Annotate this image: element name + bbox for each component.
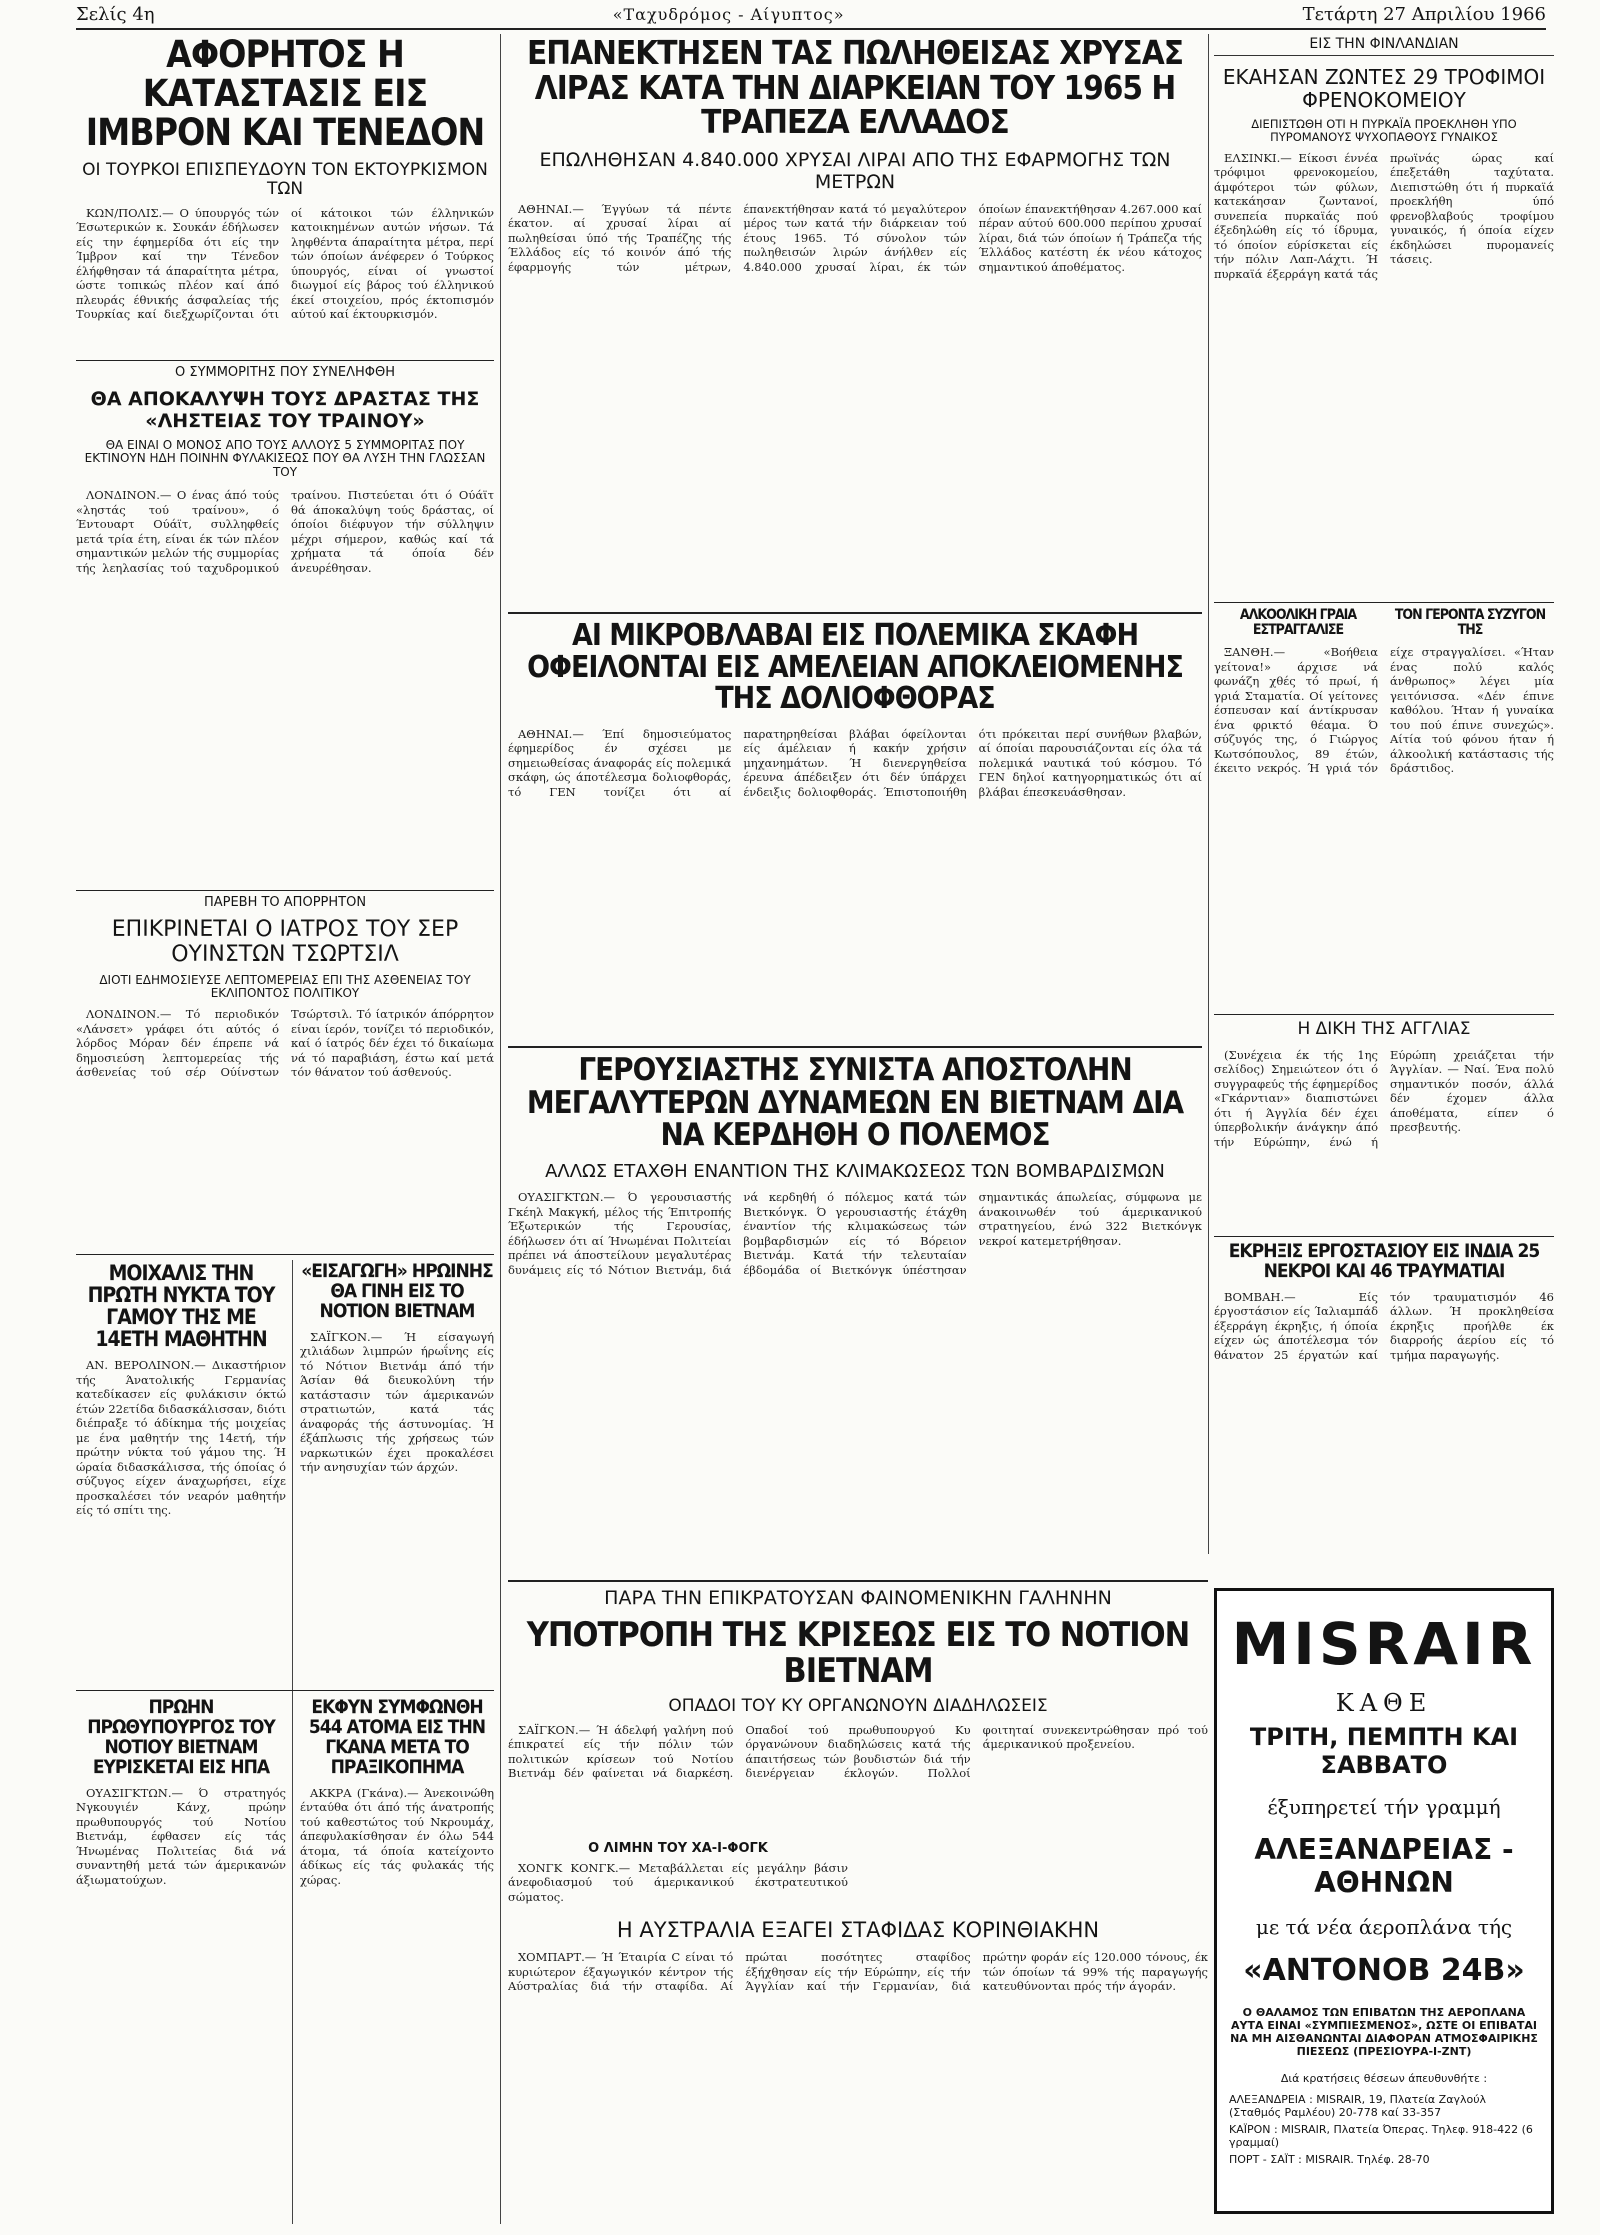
divider [508, 612, 1202, 614]
ad-new-planes: με τά νέα άεροπλάνα τής [1255, 1915, 1513, 1939]
misrair-logo: MISRAIR [1231, 1610, 1537, 1678]
article-iatros [76, 896, 494, 1246]
subheadline: ΔΙΕΠΙΣΤΩΘΗ ΟΤΙ Η ΠΥΡΚΑΪΑ ΠΡΟΕΚΛΗΘΗ ΥΠΟ ΠΥΡΟΜΑΝΟΥΣ ΨΥΧΟΠΑΘΟΥΣ ΓΥΝΑΙΚΟΣ [1251, 117, 1517, 145]
headline-row [1214, 608, 1554, 637]
headline: Η ΑΥΣΤΡΑΛΙΑ ΕΞΑΓΕΙ ΣΤΑΦΙΔΑΣ ΚΟΡΙΝΘΙΑΚΗΝ [616, 1918, 1100, 1942]
ad-cairo-office: ΚΑΪΡΟΝ : MISRAIR, Πλατεία Όπερας. Τηλεφ. 918-422 (6 γραμμαί) [1229, 2123, 1533, 2149]
misrair-advertisement [1214, 1588, 1554, 2214]
headline-right: ΤΟΝ ΓΕΡΟΝΤΑ ΣΥΖΥΓΟΝ ΤΗΣ [1394, 608, 1546, 638]
article-diki [1214, 1020, 1554, 1230]
article-finlandia [1214, 36, 1554, 596]
article-grya [1214, 608, 1554, 1008]
article-imvros [76, 36, 494, 356]
article-eisagogi [300, 1262, 494, 1682]
column-rule [500, 34, 501, 2224]
subheadline: ΔΙΟΤΙ ΕΔΗΜΟΣΙΕΥΣΕ ΛΕΠΤΟΜΕΡΕΙΑΣ ΕΠΙ ΤΗΣ ΑΣΘΕΝΕΙΑΣ ΤΟΥ ΕΚΛΙΠΟΝΤΟΣ ΠΟΛΙΤΙΚΟΥ [99, 972, 471, 1001]
divider [1214, 1014, 1554, 1015]
article-body: ΞΑΝΘΗ.— «Βοήθεια γείτονα!» άρχισε νά φωνάζη χθές τό πρωί, ή γριά Σταματία. Οί γείτονες έσπευσαν καί άντίκρυσαν ένα φρικτό θέαμα. Ό σύζυγός της, ό Γιώργος Κωτσόπουλος, 89 έτών, έκειτο νεκρός. Ή γριά τόν είχε στραγγαλίσει. «Ήταν ένας πολύ καλός άνθρωπος» λέγει μία γειτόνισσα. «Δέν έπινε καθόλου. Ήταν ή γυναίκα του πού έπινε συνεχώς». Αίτία τού φόνου ήταν ή άλκοολική κατάστασις τής δράστιδος. [1214, 645, 1554, 776]
ad-plane-model: «ΑΝΤΟΝΟΒ 24Β» [1243, 1953, 1525, 1988]
ad-booking-label: Διά κρατήσεις θέσεων άπευθυνθήτε : [1280, 2072, 1488, 2085]
ad-route: ΑΛΕΞΑΝΔΡΕΙΑΣ - ΑΘΗΝΩΝ [1254, 1833, 1514, 1899]
masthead [76, 0, 1546, 30]
ad-cabin-note: Ο ΘΑΛΑΜΟΣ ΤΩΝ ΕΠΙΒΑΤΩΝ ΤΗΣ ΑΕΡΟΠΛΑΝΑ ΑΥΤΑ ΕΙΝΑΙ «ΣΥΜΠΙΕΣΜΕΝΟΣ», ΩΣΤΕ ΟΙ ΕΠΙΒΑΤΑΙ ΝΑ ΜΗ ΑΙΣΘΑΝΩΝΤΑΙ ΔΙΑΦΟΡΑΝ ΑΤΜΟΣΦΑΙΡΙΚΗΣ ΠΙΕΣΕΩΣ (ΠΡΕΣΙΟΥΡΑ-Ι-ΖΝΤ) [1230, 2006, 1538, 2058]
subheadline: ΟΠΑΔΟΙ ΤΟΥ ΚΥ ΟΡΓΑΝΩΝΟΥΝ ΔΙΑΔΗΛΩΣΕΙΣ [668, 1696, 1048, 1717]
subheadline: ΑΛΛΩΣ ΕΤΑΧΘΗ ΕΝΑΝΤΙΟΝ ΤΗΣ ΚΛΙΜΑΚΩΣΕΩΣ ΤΩΝ ΒΟΜΒΑΡΔΙΣΜΩΝ [545, 1160, 1165, 1182]
divider [76, 1690, 494, 1691]
article-body: ΑΘΗΝΑΙ.— Έγγύων τά πέντε έκατον. αί χρυσαί λίραι αί πωληθείσαι ύπό τής Τραπέζης τής Έλλάδος είς τό κοινόν άπό τής έφαρμογής τών μέτρων, έπανεκτήθησαν κατά τό μεγαλύτερον μέρος των κατά τήν διάρκειαν τού έτους 1965. Τό σύνολον τών πωληθεισών λιρών άνήλθεν είς 4.840.000 χρυσαί λίραι, έκ τών όποίων έπανεκτήθησαν 4.267.000 καί πέραν αύτού 600.000 περίπου χρυσαί λίραι, διά τών όποίων ή Τράπεζα τής Έλλάδος κατέστη έκ νέου κάτοχος σημαντικού άποθέματος. [508, 201, 1202, 274]
article-moixalis [76, 1262, 286, 1682]
paper-name: «Ταχυδρόμος - Αίγυπτος» [612, 4, 845, 24]
headline-left: ΑΛΚΟΟΛΙΚΗ ΓΡΑΙΑ ΕΣΤΡΑΓΓΑΛΙΣΕ [1239, 608, 1357, 638]
article-body: ΟΥΑΣΙΓΚΤΩΝ.— Ό γερουσιαστής Γκέηλ Μακγκή, μέλος τής Έπιτροπής Έξωτερικών τής Γερουσίας, έδήλωσεν ότι αί Ήνωμέναι Πολιτείαι πρέπει νά άποστείλουν μεγαλυτέρας δυνάμεις είς τό Νότιον Βιετνάμ, διά νά κερδηθή ό πόλεμος κατά τών Βιετκόνγκ. Ό γερουσιαστής έτάχθη έναντίον τής κλιμακώσεως τών βομβαρδισμών είς τό Βόρειον Βιετνάμ. Κατά τήν τελευταίαν έβδομάδα οί Βιετκόνγκ ύπέστησαν σημαντικάς άπωλείας, σύμφωνα με άνακοινωθέν τού άμερικανικού στρατηγείου, ένώ 322 Βιετκόνγκ νεκροί κατεμετρήθησαν. [508, 1190, 1202, 1277]
article-body: ΕΛΣΙΝΚΙ.— Είκοσι έννέα τρόφιμοι φρενοκομείου, άμφότεροι τών φύλων, κατεκάησαν ζωντανοί, συνεπεία πυρκαϊάς πού έξεδηλώθη είς τό ίδρυμα, τό όποίον εύρίσκεται είς τήν πόλιν Λαπ-Λάχτι. Ή πυρκαϊά έξερράγη κατά τάς πρωϊνάς ώρας καί έπεξετάθη ταχύτατα. Διεπιστώθη ότι ή πυρκαϊά προεκλήθη ύπό φρενοβλαβούς τροφίμου γυναικός, ή όποία είχεν έκδηλώσει πυρομανείς τάσεις. [1214, 150, 1554, 281]
subheadline: ΘΑ ΕΙΝΑΙ Ο ΜΟΝΟΣ ΑΠΟ ΤΟΥΣ ΑΛΛΟΥΣ 5 ΣΥΜΜΟΡΙΤΑΣ ΠΟΥ ΕΚΤΙΝΟΥΝ ΗΔΗ ΠΟΙΝΗΝ ΦΥΛΑΚΙΣΕΩΣ ΠΟΥ ΘΑ ΛΥΣΗ ΤΗΝ ΓΛΩΣΣΑΝ ΤΟΥ [84, 437, 486, 480]
ad-port-said-office: ΠΟΡΤ - ΣΑΪΤ : MISRAIR. Τηλέφ. 28-70 [1229, 2153, 1430, 2166]
kicker: Ο ΣΥΜΜΟΡΙΤΗΣ ΠΟΥ ΣΥΝΕΛΗΦΘΗ [174, 366, 395, 380]
article-body: ΛΟΝΔΙΝΟΝ.— Τό περιοδικόν «Λάνσετ» γράφει ότι αύτός ό λόρδος Μόραν δέν έπρεπε νά δημοσιεύση λεπτομερείας τής άσθενείας τού σέρ Ούίνστων Τσώρτσιλ. Τό ίατρικόν άπόρρητον είναι ίερόν, τονίζει τό περιοδικόν, καί ό ίατρός δέν έχει τό δικαίωμα νά τό παραβιάση, έστω καί μετά τόν θάνατον τού άσθενούς. [76, 1007, 494, 1080]
article-gerousiastis [508, 1054, 1202, 1574]
divider [508, 1046, 1202, 1048]
article-ekfyn [300, 1698, 494, 2198]
article-body: ΒΟΜΒΑΗ.— Είς έργοστάσιον είς Ίαλιαμπάδ έξερράγη έκρηξις, ή όποία είχεν ώς άποτέλεσμα τόν θάνατον 25 έργατών καί τόν τραυματισμόν 46 άλλων. Ή προκληθείσα έκρηξις προήλθε έκ διαρροής άερίου είς τό τμήμα παραγωγής. [1214, 1289, 1554, 1362]
headline: ΕΚΦΥΝ ΣΥΜΦΩΝΘΗ 544 ΑΤΟΜΑ ΕΙΣ ΤΗΝ ΓΚΑΝΑ ΜΕΤΑ ΤΟ ΠΡΑΞΙΚΟΠΗΜΑ [308, 1698, 486, 1778]
ad-alexandria-office: ΑΛΕΞΑΝΔΡΕΙΑ : MISRAIR, 19, Πλατεία Ζαγλούλ (Σταθμός Ραμλέου) 20-778 καί 33-357 [1229, 2093, 1487, 2119]
issue-date: Τετάρτη 27 Απριλίου 1966 [1302, 3, 1546, 25]
article-hakfog [508, 1842, 848, 1912]
headline: ΕΚΡΗΞΙΣ ΕΡΓΟΣΤΑΣΙΟΥ ΕΙΣ ΙΝΔΙΑ 25 ΝΕΚΡΟΙ ΚΑΙ 46 ΤΡΑΥΜΑΤΙΑΙ [1228, 1242, 1540, 1282]
article-lires [508, 36, 1202, 606]
column-rule [1208, 34, 1209, 1554]
ad-days: ΤΡΙΤΗ, ΠΕΜΠΤΗ ΚΑΙ ΣΑΒΒΑΤΟ [1249, 1723, 1519, 1779]
headline: ΥΠΟΤΡΟΠΗ ΤΗΣ ΚΡΙΣΕΩΣ ΕΙΣ ΤΟ ΝΟΤΙΟΝ ΒΙΕΤΝΑΜ [526, 1614, 1190, 1691]
headline: ΠΡΩΗΝ ΠΡΩΘΥΠΟΥΡΓΟΣ ΤΟΥ ΝΟΤΙΟΥ ΒΙΕΤΝΑΜ ΕΥΡΙΣΚΕΤΑΙ ΕΙΣ ΗΠΑ [87, 1698, 275, 1778]
headline: Η ΔΙΚΗ ΤΗΣ ΑΓΓΛΙΑΣ [1297, 1020, 1471, 1039]
article-body: ΣΑΪΓΚΟΝ.— Ή είσαγωγή χιλιάδων λιμπρών ήρωΐνης είς τό Νότιον Βιετνάμ άπό τήν Άσίαν θά διευκολύνη τήν κατάστασιν τών άμερικανών στρατιωτών, κατά τάς άναφοράς τής άστυνομίας. Ή έξάπλωσις τής χρήσεως τών ναρκωτικών έχει προκαλέσει τήν ανησυχίαν τών άρχών. [300, 1329, 494, 1475]
headline: Ο ΛΙΜΗΝ ΤΟΥ ΧΑ-Ι-ΦΟΓΚ [588, 1842, 768, 1856]
divider [76, 1254, 494, 1255]
headline: ΕΚΑΗΣΑΝ ΖΩΝΤΕΣ 29 ΤΡΟΦΙΜΟΙ ΦΡΕΝΟΚΟΜΕΙΟΥ [1222, 65, 1546, 113]
kicker: ΠΑΡΑ ΤΗΝ ΕΠΙΚΡΑΤΟΥΣΑΝ ΦΑΙΝΟΜΕΝΙΚΗΝ ΓΑΛΗΝΗΝ [604, 1588, 1112, 1609]
page-label: Σελίς 4η [76, 3, 155, 25]
article-body: ΑΘΗΝΑΙ.— Έπί δημοσιεύματος έφημερίδος έν σχέσει με σημειωθείσας άναφοράς είς πολεμικά σκάφη, ώς άποτέλεσμα δολιοφθοράς, τό ΓΕΝ τονίζει ότι αί παρατηρηθείσαι βλάβαι όφείλονται είς άμέλειαν ή κακήν χρήσιν μηχανημάτων. Ή διενεργηθείσα έρευνα άπέδειξεν ότι δέν ύπάρχει ένδειξις δολιοφθοράς. Έπιστοποιήθη ότι πρόκειται περί συνήθων βλαβών, αί όποίαι παρουσιάζονται είς όλα τά πολεμικά ναυτικά τού κόσμου. Τό ΓΕΝ δηλοί κατηγορηματικώς ότι αί βλάβαι έπεσκευάσθησαν. [508, 726, 1202, 799]
kicker: ΠΑΡΕΒΗ ΤΟ ΑΠΟΡΡΗΤΟΝ [203, 896, 367, 910]
subheadline: ΕΠΩΛΗΘΗΣΑΝ 4.840.000 ΧΡΥΣΑΙ ΛΙΡΑΙ ΑΠΟ ΤΗΣ ΕΦΑΡΜΟΓΗΣ ΤΩΝ ΜΕΤΡΩΝ [539, 148, 1171, 193]
article-body: (Συνέχεια έκ τής 1ης σελίδος) Σημειώτεον ότι ό συγγραφεύς τής έφημερίδος «Γκάρντιαν» διαπιστώνει ότι ή Άγγλία δέν έχει ύπερβολικήν άνάγκην άπό τήν Εύρώπην, ένώ ή Εύρώπη χρειάζεται τήν Άγγλίαν. — Ναί. Ένα πολύ σημαντικόν ποσόν, άλλά δέν έχομεν άλλα άποθέματα, είπεν ό πρεσβευτής. [1214, 1047, 1554, 1149]
headline: ΑΙ ΜΙΚΡΟΒΛΑΒΑΙ ΕΙΣ ΠΟΛΕΜΙΚΑ ΣΚΑΦΗ ΟΦΕΙΛΟΝΤΑΙ ΕΙΣ ΑΜΕΛΕΙΑΝ ΑΠΟΚΛΕΙΟΜΕΝΗΣ ΤΗΣ ΔΟΛΙΟΦΘΟΡΑΣ [527, 620, 1183, 716]
article-body: ΧΟΝΓΚ ΚΟΝΓΚ.— Μεταβάλλεται είς μεγάλην βάσιν άνεφοδιασμού τού άμερικανικού έκστρατευτικού σώματος. [508, 1860, 848, 1904]
subheadline: ΟΙ ΤΟΥΡΚΟΙ ΕΠΙΣΠΕΥΔΟΥΝ ΤΟΝ ΕΚΤΟΥΡΚΙΣΜΟΝ ΤΩΝ [82, 159, 488, 200]
article-galini [508, 1588, 1208, 1838]
article-body: ΛΟΝΔΙΝΟΝ.— Ο ένας άπό τούς «ληστάς τού τραίνου», ό Έντουαρτ Ούάϊτ, συλληφθείς μετά τρία έτη, είναι έκ τών πλέον σημαντικών μελών τής συμμορίας τής λεηλασίας τού ταχυδρομικού τραίνου. Πιστεύεται ότι ό Ούάϊτ θά άποκαλύψη τούς δράστας, οί όποίοι διέφυγον τήν σύλληψιν μέχρι σήμερον, καθώς καί τά χρήματα τά όποία δέν άνευρέθησαν. [76, 488, 494, 575]
headline: ΜΟΙΧΑΛΙΣ ΤΗΝ ΠΡΩΤΗ ΝΥΚΤΑ ΤΟΥ ΓΑΜΟΥ ΤΗΣ ΜΕ 14ΕΤΗ ΜΑΘΗΤΗΝ [87, 1262, 275, 1352]
divider [76, 890, 494, 891]
article-body: ΚΩΝ/ΠΟΛΙΣ.— Ο ύπουργός τών Έσωτερικών κ. Σουκάν έδήλωσεν είς την έφημερίδα ότι είς την Ίμβρον καί την Τένεδον έλήφθησαν τά άπαραίτητα μέτρα, ώστε τοπικώς πλέον καί άπό πλευράς έθνικής άσφαλείας τής Τουρκίας καί διεξχωρίζονται ότι οί κάτοικοι τών έλληνικών κατοικημένων αυτών νήσων. Τά ληφθέντα άπαραίτητα μέτρα, περί τών όποίων άνέφερεν ό Τούρκος ύπουργός, είναι οί γνωστοί διωγμοί είς βάρος τού έλληνικού έκεί στοιχείου, πρός έκτοπισμόν αύτού καί έκτουρκισμόν. [76, 205, 494, 322]
article-body: ΣΑΪΓΚΟΝ.— Ή άδελφή γαλήνη πού έπικρατεί είς τήν πόλιν τών πολιτικών κρίσεων τού Νοτίου Βιετνάμ δέν φαίνεται νά διαρκέση. Οπαδοί τού πρωθυπουργού Κυ όργανώνουν διαδηλώσεις κατά τής άπαιτήσεως τών βουδιστών διά τήν διενέργειαν έκλογών. Πολλοί φοιτηταί συνεκεντρώθησαν πρό τού άμερικανικού προξενείου. [508, 1722, 1208, 1781]
headline: «ΕΙΣΑΓΩΓΗ» ΗΡΩΙΝΗΣ ΘΑ ΓΙΝΗ ΕΙΣ ΤΟ ΝΟΤΙΟΝ ΒΙΕΤΝΑΜ [301, 1262, 493, 1322]
ad-every: ΚΑΘΕ [1335, 1689, 1433, 1717]
article-proin [76, 1698, 286, 2198]
article-symmorites [76, 366, 494, 886]
article-body: ΟΥΑΣΙΓΚΤΩΝ.— Ό στρατηγός Νγκουγιέν Κάνχ, πρώην πρωθυπουργός τού Νοτίου Βιετνάμ, έφθασεν είς τάς Ήνωμένας Πολιτείας διά νά συναντηθή μετά τών άμερικανών άξιωματούχων. [76, 1785, 286, 1887]
ad-serves: έξυπηρετεί τήν γραμμή [1267, 1795, 1501, 1819]
headline: ΑΦΟΡΗΤΟΣ Η ΚΑΤΑΣΤΑΣΙΣ ΕΙΣ ΙΜΒΡΟΝ ΚΑΙ ΤΕΝΕΔΟΝ [85, 36, 485, 154]
divider [508, 1580, 1208, 1582]
article-mikrovlavai [508, 620, 1202, 1040]
divider [76, 360, 494, 361]
headline: ΕΠΑΝΕΚΤΗΣΕΝ ΤΑΣ ΠΩΛΗΘΕΙΣΑΣ ΧΡΥΣΑΣ ΛΙΡΑΣ ΚΑΤΑ ΤΗΝ ΔΙΑΡΚΕΙΑΝ ΤΟΥ 1965 Η ΤΡΑΠΕΖΑ ΕΛΛΑΔΟΣ [527, 36, 1183, 142]
column-rule [292, 1260, 293, 2224]
headline: ΕΠΙΚΡΙΝΕΤΑΙ Ο ΙΑΤΡΟΣ ΤΟΥ ΣΕΡ ΟΥΙΝΣΤΩΝ ΤΣΩΡΤΣΙΛ [111, 916, 459, 968]
headline: ΘΑ ΑΠΟΚΑΛΥΨΗ ΤΟΥΣ ΔΡΑΣΤΑΣ ΤΗΣ «ΛΗΣΤΕΙΑΣ ΤΟΥ ΤΡΑΙΝΟΥ» [90, 387, 480, 432]
article-body: ΧΟΜΠΑΡΤ.— Ή Έταιρία C είναι τό κυριώτερον έξαγωγικόν κέντρον τής Αύστραλίας διά τήν σταφίδα. Αί πρώται ποσότητες σταφίδος έξήχθησαν είς τήν Εύρώπην, είς τήν Άγγλίαν καί τήν Γερμανίαν, διά πρώτην φοράν είς 120.000 τόνους, έκ τών όποίων τά 99% τής παραγωγής κατευθύνονται πρός τήν άγοράν. [508, 1950, 1208, 1994]
article-body: ΑΝ. ΒΕΡΟΛΙΝΟΝ.— Δικαστήριον τής Άνατολικής Γερμανίας κατεδίκασεν είς φυλάκισιν όκτώ έτών 22ετίδα διδασκάλισσαν, διότι διέπραξε τό άδίκημα τής μοιχείας με ένα μαθητήν της 14ετή, τήν πρώτην νύκτα τού γάμου της. Ή ώραία διδασκάλισσα, τής όποίας ό σύζυγος είχεν άναχωρήσει, είχε προσκαλέσει τόν νεαρόν μαθητήν είς τό σπίτι της. [76, 1358, 286, 1518]
article-afstralia [508, 1918, 1208, 2218]
article-ergostasio [1214, 1242, 1554, 1562]
divider [1214, 602, 1554, 603]
divider [1214, 1236, 1554, 1237]
kicker: ΕΙΣ ΤΗΝ ΦΙΝΛΑΝΔΙΑΝ [1214, 36, 1554, 56]
article-body: ΑΚΚΡΑ (Γκάνα).— Άνεκοινώθη ένταύθα ότι άπό τής άνατροπής τού καθεστώτος τού Νκρουμάχ, άπεφυλακίσθησαν έν όλω 544 άτομα, τά όποία κατείχοντο άδίκως είς τάς φυλακάς τής χώρας. [300, 1785, 494, 1887]
headline: ΓΕΡΟΥΣΙΑΣΤΗΣ ΣΥΝΙΣΤΑ ΑΠΟΣΤΟΛΗΝ ΜΕΓΑΛΥΤΕΡΩΝ ΔΥΝΑΜΕΩΝ ΕΝ ΒΙΕΤΝΑΜ ΔΙΑ ΝΑ ΚΕΡΔΗΘΗ Ο ΠΟΛΕΜΟΣ [526, 1054, 1184, 1154]
